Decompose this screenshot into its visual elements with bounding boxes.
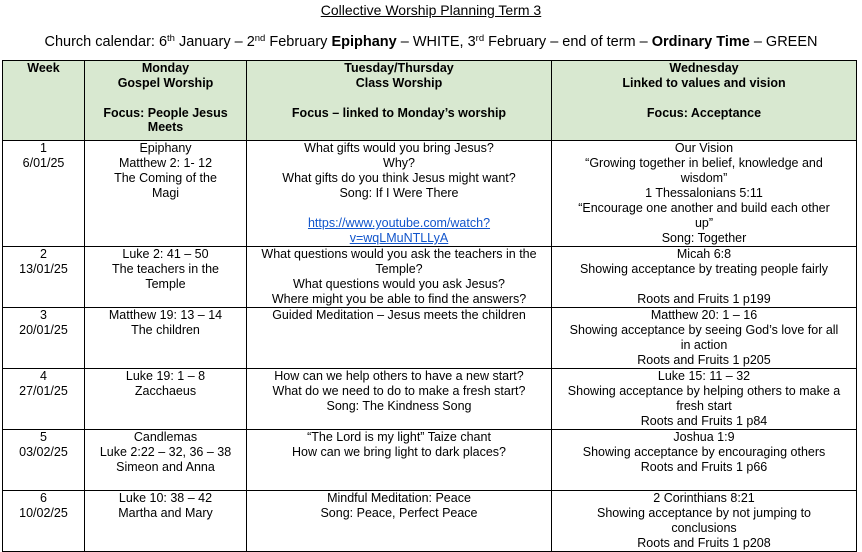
youtube-link[interactable]: https://www.youtube.com/watch? v=wqLMuNTLLyA bbox=[307, 216, 491, 245]
header-week: Week bbox=[3, 61, 85, 141]
wednesday-cell: Micah 6:8 Showing acceptance by treating people fairly Roots and Fruits 1 p199 bbox=[552, 247, 857, 308]
wednesday-cell: Matthew 20: 1 – 16 Showing acceptance by seeing God’s love for all in action Roots and Fruits 1 p205 bbox=[552, 308, 857, 369]
epiphany-label: Epiphany bbox=[331, 34, 397, 50]
monday-cell: Luke 2: 41 – 50 The teachers in the Temple bbox=[85, 247, 247, 308]
ordinary-time-label: Ordinary Time bbox=[651, 34, 750, 50]
header-monday: Monday Gospel Worship Focus: People Jesus Meets bbox=[85, 61, 247, 141]
table-row bbox=[3, 491, 857, 552]
monday-cell: Luke 10: 38 – 42 Martha and Mary bbox=[85, 491, 247, 552]
week-cell: 2 13/01/25 bbox=[3, 247, 85, 308]
monday-cell: Matthew 19: 13 – 14 The children bbox=[85, 308, 247, 369]
monday-cell: Luke 19: 1 – 8 Zacchaeus bbox=[85, 369, 247, 430]
table-row bbox=[3, 430, 857, 491]
week-cell: 3 20/01/25 bbox=[3, 308, 85, 369]
week-cell: 6 10/02/25 bbox=[3, 491, 85, 552]
week-cell: 4 27/01/25 bbox=[3, 369, 85, 430]
tuesday-cell: How can we help others to have a new start? What do we need to do to make a fresh start? Song: The Kindness Song bbox=[247, 369, 552, 430]
week-cell: 1 6/01/25 bbox=[3, 141, 85, 247]
header-tuesday-thursday: Tuesday/Thursday Class Worship Focus – linked to Monday’s worship bbox=[247, 61, 552, 141]
tuesday-cell: Mindful Meditation: Peace Song: Peace, Perfect Peace bbox=[247, 491, 552, 552]
tuesday-cell: “The Lord is my light” Taize chant How can we bring light to dark places? bbox=[247, 430, 552, 491]
church-calendar-line: Church calendar: 6th January – 2nd February Epiphany – WHITE, 3rd February – end of term – Ordinary Time – GREEN bbox=[44, 33, 818, 50]
wednesday-cell: Our Vision “Growing together in belief, knowledge and wisdom” 1 Thessalonians 5:11 “Encourage one another and build each other up” Song: Together bbox=[552, 141, 857, 247]
week-cell: 5 03/02/25 bbox=[3, 430, 85, 491]
tuesday-cell: What gifts would you bring Jesus? Why? What gifts do you think Jesus might want? Song: If I Were There https://www.youtube.com/watch? v=wqLMuNTLLyA bbox=[247, 141, 552, 247]
tuesday-cell: What questions would you ask the teachers in the Temple? What questions would you ask Jesus? Where might you be able to find the answers? bbox=[247, 247, 552, 308]
worship-plan-table bbox=[2, 60, 857, 552]
wednesday-cell: Luke 15: 11 – 32 Showing acceptance by helping others to make a fresh start Roots and Fruits 1 p84 bbox=[552, 369, 857, 430]
monday-cell: Candlemas Luke 2:22 – 32, 36 – 38 Simeon and Anna bbox=[85, 430, 247, 491]
table-row bbox=[3, 308, 857, 369]
table-row bbox=[3, 141, 857, 247]
page-title: Collective Worship Planning Term 3 bbox=[320, 2, 542, 18]
wednesday-cell: 2 Corinthians 8:21 Showing acceptance by not jumping to conclusions Roots and Fruits 1 p208 bbox=[552, 491, 857, 552]
header-wednesday: Wednesday Linked to values and vision Focus: Acceptance bbox=[552, 61, 857, 141]
wednesday-cell: Joshua 1:9 Showing acceptance by encouraging others Roots and Fruits 1 p66 bbox=[552, 430, 857, 491]
table-row bbox=[3, 247, 857, 308]
tuesday-cell: Guided Meditation – Jesus meets the children bbox=[247, 308, 552, 369]
monday-cell: Epiphany Matthew 2: 1- 12 The Coming of the Magi bbox=[85, 141, 247, 247]
header-row bbox=[3, 61, 857, 141]
table-row bbox=[3, 369, 857, 430]
